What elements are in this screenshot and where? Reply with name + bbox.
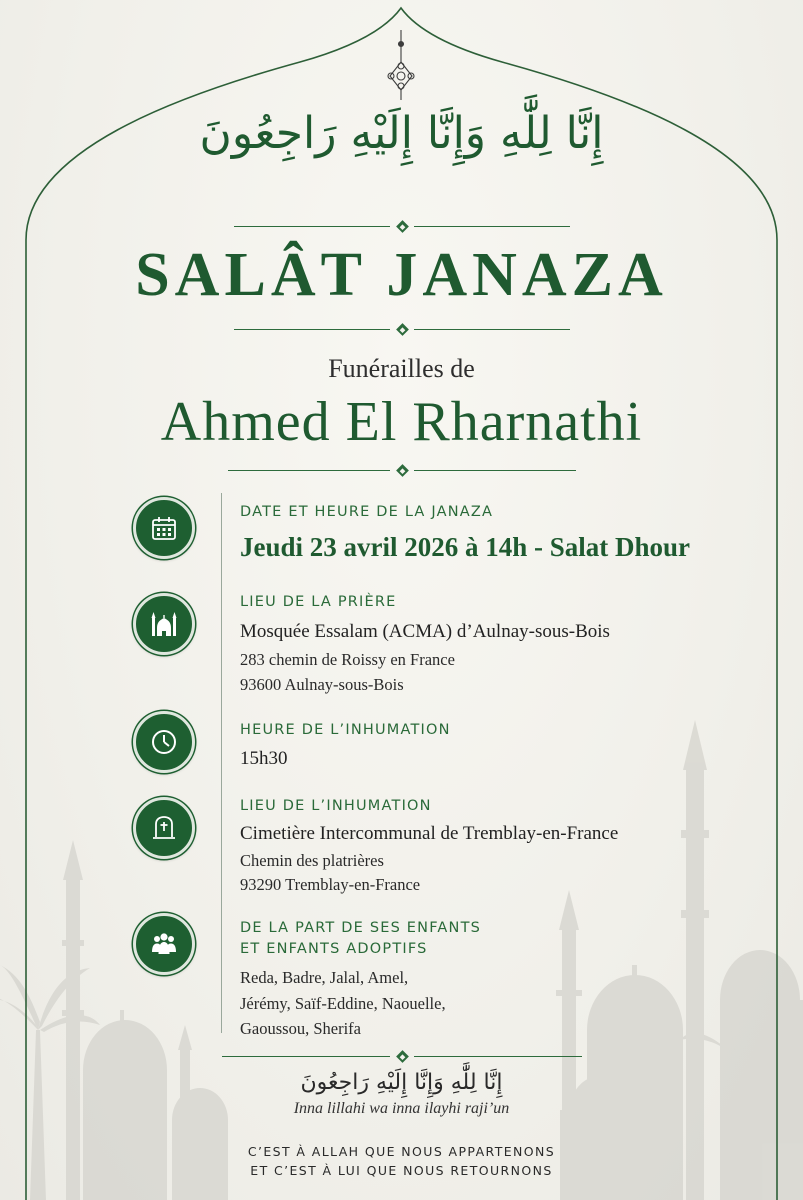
calendar-icon [133, 497, 195, 559]
subtitle: Funérailles de [328, 354, 475, 383]
prayer-location-label: LIEU DE LA PRIÈRE [240, 594, 397, 610]
family-names-line-3: Gaoussou, Sherifa [240, 1019, 361, 1038]
date-value: Jeudi 23 avril 2026 à 14h - Salat Dhour [240, 532, 691, 562]
prayer-address-line-1: 283 chemin de Roissy en France [240, 650, 455, 669]
verse-transliteration: Inna lillahi wa inna ilayhi raji’un [293, 1100, 510, 1117]
family-names-line-1: Reda, Badre, Jalal, Amel, [240, 968, 409, 987]
date-label: DATE ET HEURE DE LA JANAZA [240, 504, 494, 520]
divider-title [234, 324, 570, 336]
burial-address-line-1: Chemin des platrières [240, 851, 384, 870]
divider-top [234, 221, 570, 233]
burial-address-line-2: 93290 Tremblay-en-France [240, 875, 421, 894]
family-label-line-1: DE LA PART DE SES ENFANTS [240, 920, 482, 936]
closing-line-1: C’EST À ALLAH QUE NOUS APPARTENONS [247, 1144, 556, 1159]
arch-ornament-icon [388, 30, 414, 100]
closing-line-2: ET C’EST À LUI QUE NOUS RETOURNONS [250, 1163, 553, 1178]
arabic-verse-header: إِنَّا لِلَّٰهِ وَإِنَّا إِلَيْهِ رَاجِعُونَ [199, 108, 604, 159]
burial-time-value: 15h30 [240, 748, 288, 769]
burial-location-label: LIEU DE L’INHUMATION [240, 798, 432, 814]
prayer-location-name: Mosquée Essalam (ACMA) d’Aulnay-sous-Bois [240, 621, 610, 642]
burial-location-name: Cimetière Intercommunal de Tremblay-en-France [240, 823, 619, 844]
section-divider-line [221, 493, 222, 1033]
family-icon [133, 913, 195, 975]
family-names-line-2: Jérémy, Saïf-Eddine, Naouelle, [240, 994, 446, 1013]
family-label-line-2: ET ENFANTS ADOPTIFS [240, 941, 428, 957]
deceased-name: Ahmed El Rharnathi [160, 391, 643, 453]
divider-name [228, 465, 576, 477]
prayer-address-line-2: 93600 Aulnay-sous-Bois [240, 675, 404, 694]
arabic-verse-footer: إِنَّا لِلَّٰهِ وَإِنَّا إِلَيْهِ رَاجِعُونَ [300, 1070, 503, 1095]
page-title: SALÂT JANAZA [135, 241, 668, 309]
mosque-icon [133, 593, 195, 655]
clock-icon [133, 711, 195, 773]
burial-time-label: HEURE DE L’INHUMATION [240, 722, 451, 738]
gravestone-icon [133, 797, 195, 859]
divider-footer [222, 1051, 582, 1063]
